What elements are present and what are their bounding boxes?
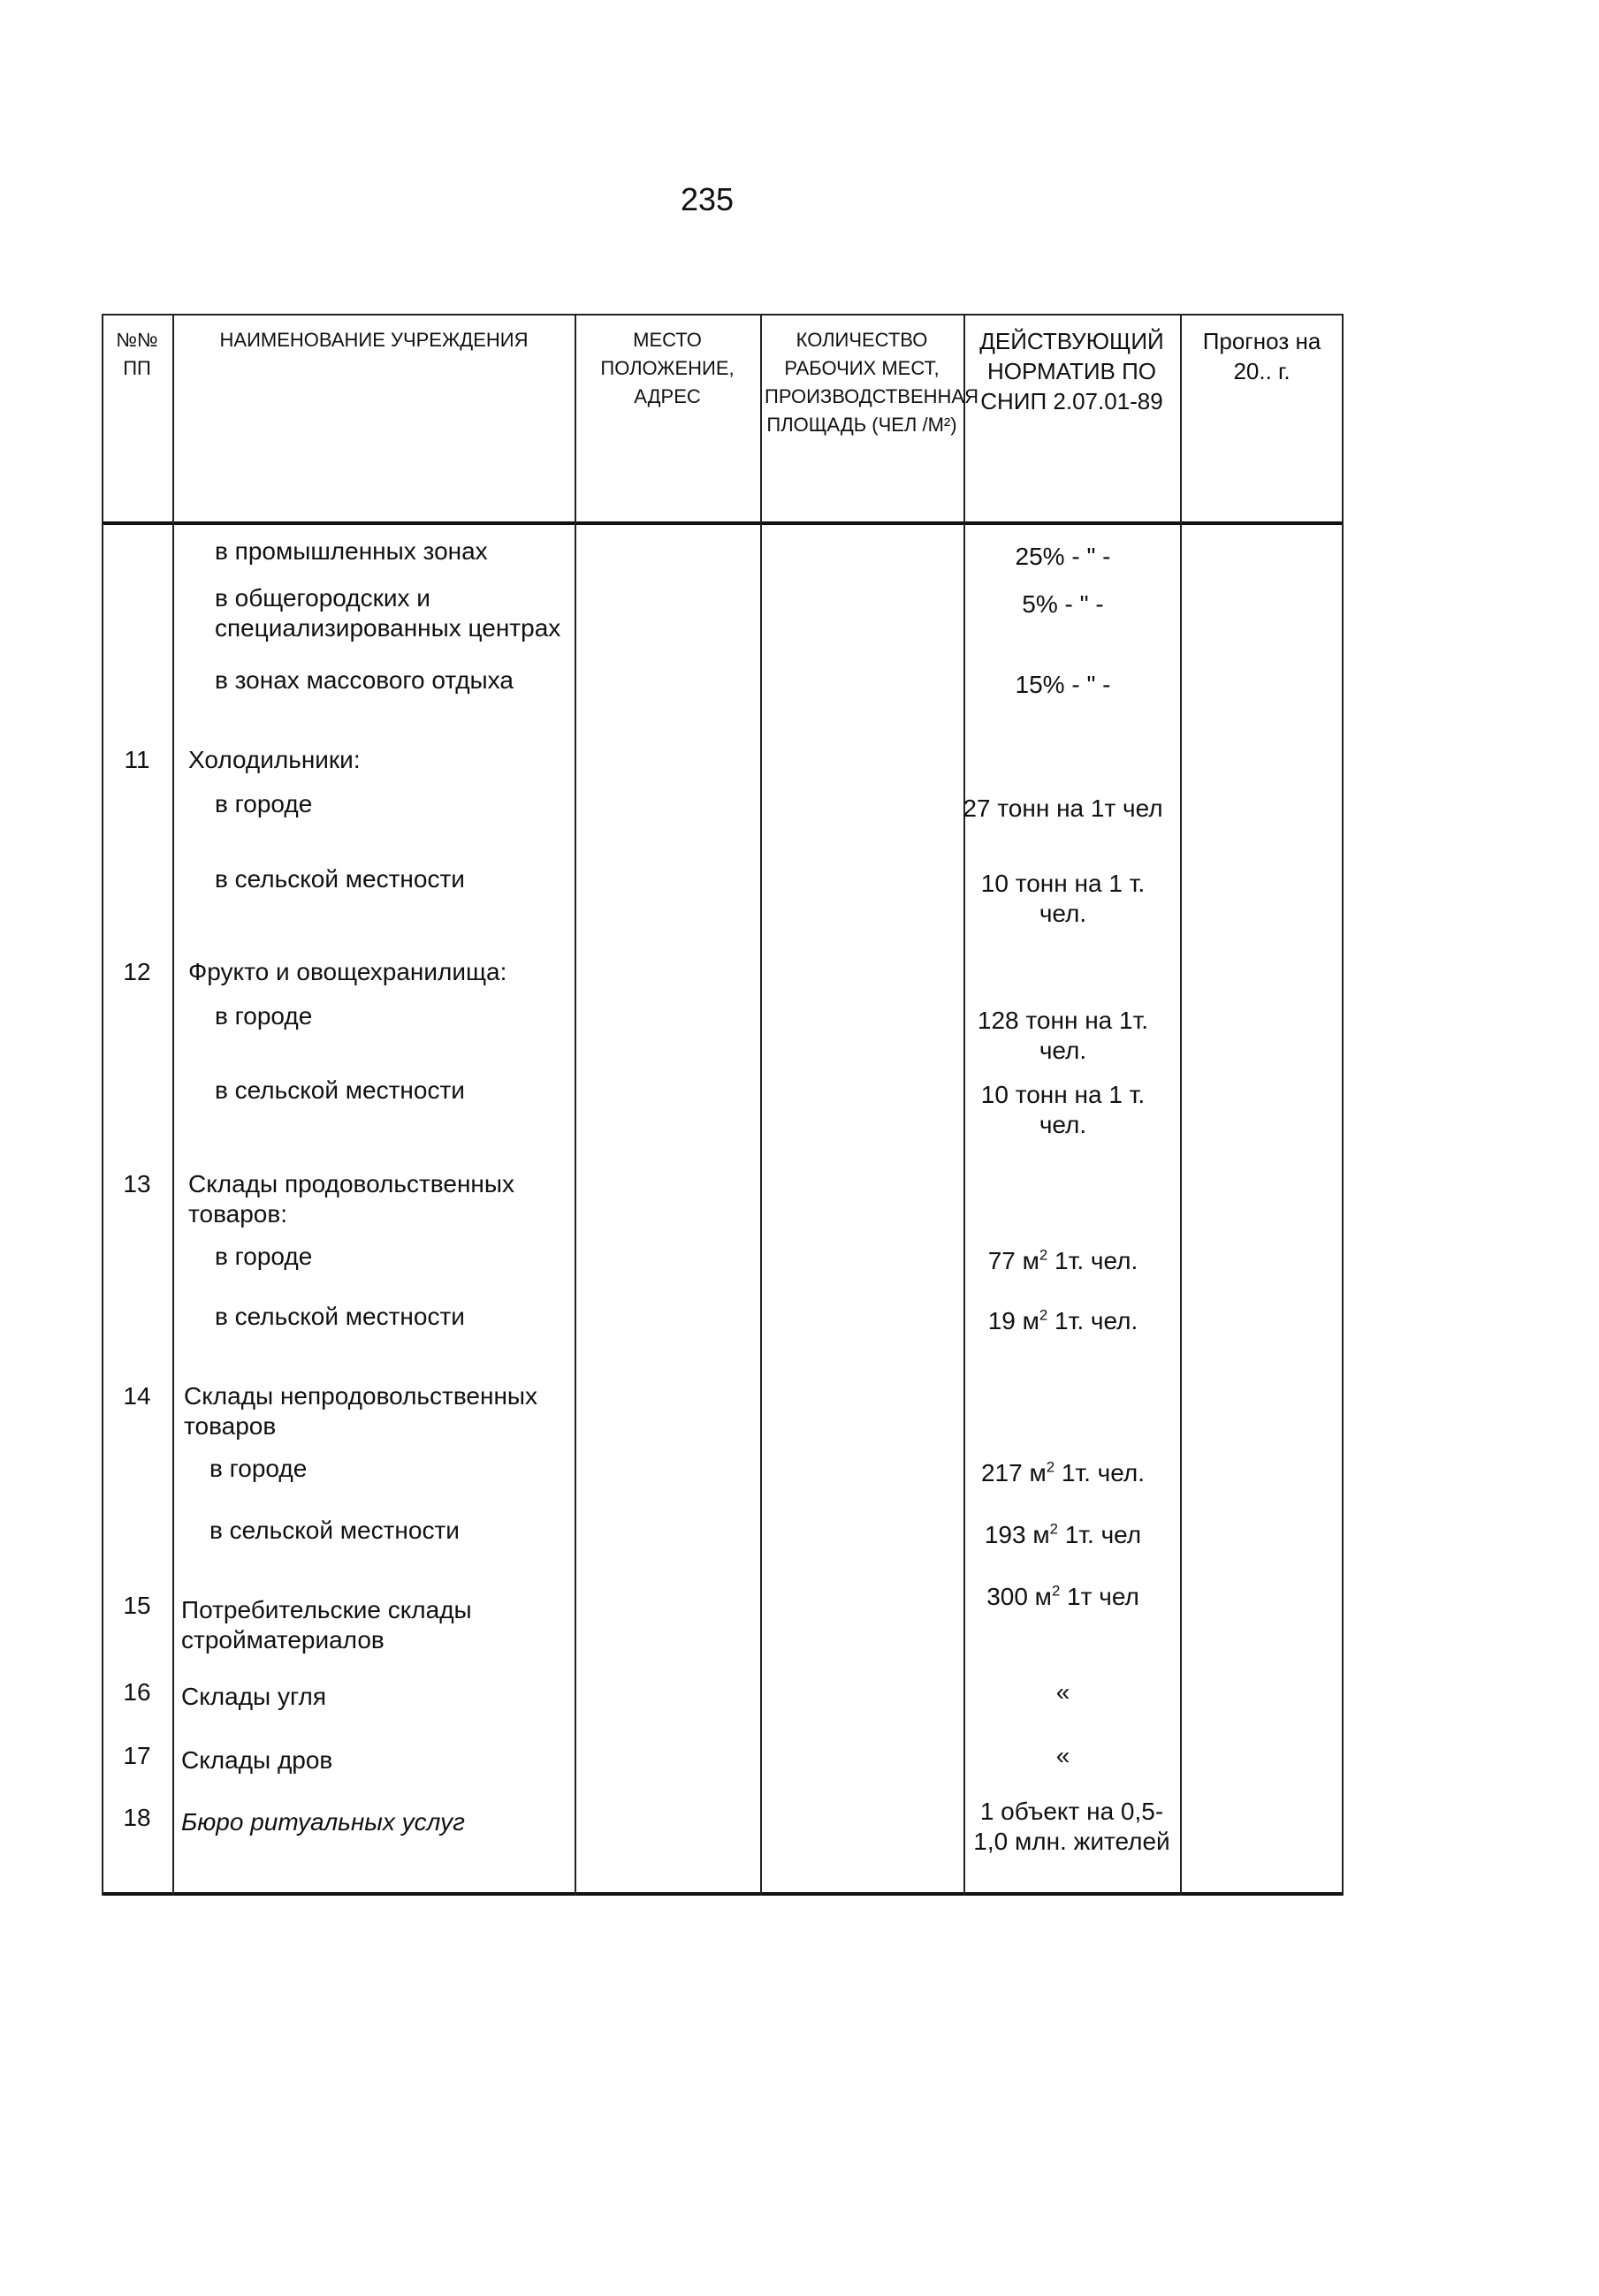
row-norm: 27 тонн на 1т чел	[963, 794, 1163, 822]
row-norm: 1 объект на 0,5-1,0 млн. жителей	[973, 1798, 1170, 1855]
row-name: в городе	[215, 790, 313, 817]
row-norm: 193 $м^2$ 1т. чел	[984, 1520, 1142, 1548]
row-number: 17	[123, 1742, 151, 1769]
row-norm: 10 тонн на 1 т. чел.	[980, 1081, 1146, 1138]
header-forecast: Прогноз на 20.. г.	[1202, 328, 1321, 384]
row-name: в сельской местности	[215, 865, 465, 893]
row-number: 15	[123, 1592, 151, 1619]
row-number: 16	[123, 1678, 151, 1706]
header-workplaces: КОЛИЧЕСТВО РАБОЧИХ МЕСТ, ПРОИЗВОДСТВЕННАЯ ПЛОЩАДЬ (ЧЕЛ /М²)	[765, 329, 978, 436]
page-number: 235	[680, 181, 735, 217]
row-norm: «	[1055, 1742, 1070, 1769]
row-norm: «	[1055, 1678, 1070, 1706]
header-name: НАИМЕНОВАНИЕ УЧРЕЖДЕНИЯ	[219, 329, 529, 351]
row-number: 11	[124, 746, 150, 773]
header-norm: ДЕЙСТВУЮЩИЙ НОРМАТИВ ПО СНИП 2.07.01-89	[979, 328, 1164, 414]
row-norm: 15% - " -	[1015, 671, 1111, 698]
row-name: в городе	[215, 1002, 313, 1030]
row-name: в городе	[209, 1455, 308, 1482]
header-num: №№ ПП	[116, 329, 158, 379]
row-name: Потребительские склады стройматериалов	[181, 1596, 472, 1654]
row-name: в промышленных зонах	[215, 537, 488, 565]
column-border	[102, 314, 103, 1896]
row-norm: 5% - " -	[1022, 590, 1104, 618]
row-name: Бюро ритуальных услуг	[181, 1808, 465, 1836]
header-separator	[102, 521, 1344, 525]
row-name: в городе	[215, 1243, 313, 1270]
header-location: МЕСТО ПОЛОЖЕНИЕ, АДРЕС	[600, 329, 735, 407]
row-name: в общегородских и специализированных центрах	[215, 584, 561, 642]
row-name: Склады угля	[181, 1683, 327, 1710]
row-norm: 128 тонн на 1т. чел.	[977, 1007, 1149, 1064]
row-norm: 77 $м^2$ 1т. чел.	[987, 1246, 1138, 1274]
row-name: в сельской местности	[209, 1517, 460, 1544]
row-norm: 217 $м^2$ 1т. чел.	[980, 1458, 1146, 1486]
row-name: Склады продовольственных товаров:	[188, 1170, 514, 1228]
row-norm: 300 $м^2$ 1т чел	[986, 1582, 1139, 1610]
row-number: 18	[123, 1804, 151, 1831]
column-border	[172, 314, 174, 1896]
row-number: 14	[123, 1382, 151, 1410]
facilities-table	[102, 314, 1344, 1896]
table-bottom-border	[102, 1892, 1344, 1896]
row-norm: 19 $м^2$ 1т. чел.	[987, 1306, 1138, 1334]
row-name: в зонах массового отдыха	[215, 666, 514, 694]
row-name: в сельской местности	[215, 1303, 465, 1330]
row-name: Склады дров	[181, 1746, 333, 1774]
row-name: в сельской местности	[215, 1076, 465, 1104]
row-number: 13	[123, 1170, 151, 1197]
row-number: 12	[123, 958, 151, 985]
column-border	[1180, 314, 1182, 1896]
column-border	[760, 314, 762, 1896]
row-norm: 25% - " -	[1015, 543, 1111, 570]
row-norm: 10 тонн на 1 т. чел.	[980, 870, 1146, 927]
column-border	[1342, 314, 1344, 1896]
row-name: Фрукто и овощехранилища:	[188, 958, 507, 985]
row-name: Склады непродовольственных товаров	[184, 1382, 538, 1440]
table-top-border	[102, 314, 1344, 316]
row-name: Холодильники:	[188, 746, 361, 773]
